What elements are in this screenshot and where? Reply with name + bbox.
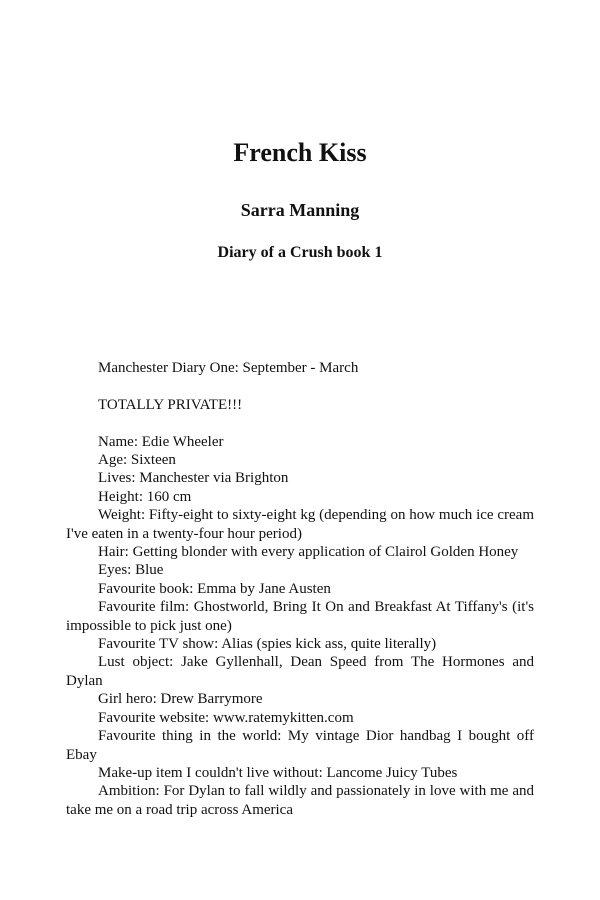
paragraph: Favourite thing in the world: My vintage Dior handbag I bought off Ebay <box>66 728 534 763</box>
paragraph: Age: Sixteen <box>98 452 176 468</box>
paragraph: Hair: Getting blonder with every application of Clairol Golden Honey <box>98 544 519 561</box>
paragraph: Height: 160 cm <box>98 488 192 505</box>
paragraph: Lust object: Jake Gyllenhall, Dean Speed from The Hormones and Dylan <box>66 654 534 689</box>
paragraph: Eyes: Blue <box>98 562 164 579</box>
paragraph: Lives: Manchester via Brighton <box>98 470 289 487</box>
paragraph: Manchester Diary One: September - March <box>98 360 359 376</box>
book-series: Diary of a Crush book 1 <box>217 244 383 261</box>
blank-line <box>66 377 534 395</box>
book-title: French Kiss <box>233 138 367 167</box>
paragraph: Ambition: For Dylan to fall wildly and passionately in love with me and take me on a road trip across America <box>66 783 534 818</box>
paragraph: Favourite TV show: Alias (spies kick ass, quite literally) <box>98 636 437 653</box>
paragraph: Favourite website: www.ratemykitten.com <box>98 709 354 726</box>
blank-line <box>66 414 534 432</box>
paragraph: Favourite book: Emma by Jane Austen <box>98 580 331 597</box>
paragraph: Make-up item I couldn't live without: Lancome Juicy Tubes <box>98 764 458 781</box>
paragraph: Weight: Fifty-eight to sixty-eight kg (depending on how much ice cream I've eaten in a twenty-four hour period) <box>66 507 534 542</box>
paragraph: Favourite film: Ghostworld, Bring It On and Breakfast At Tiffany's (it's impossible to pick just one) <box>66 599 534 634</box>
body-text <box>66 359 534 819</box>
paragraph: TOTALLY PRIVATE!!! <box>98 396 243 413</box>
book-author: Sarra Manning <box>240 200 360 220</box>
paragraph: Name: Edie Wheeler <box>98 433 224 450</box>
paragraph: Girl hero: Drew Barrymore <box>98 691 263 708</box>
